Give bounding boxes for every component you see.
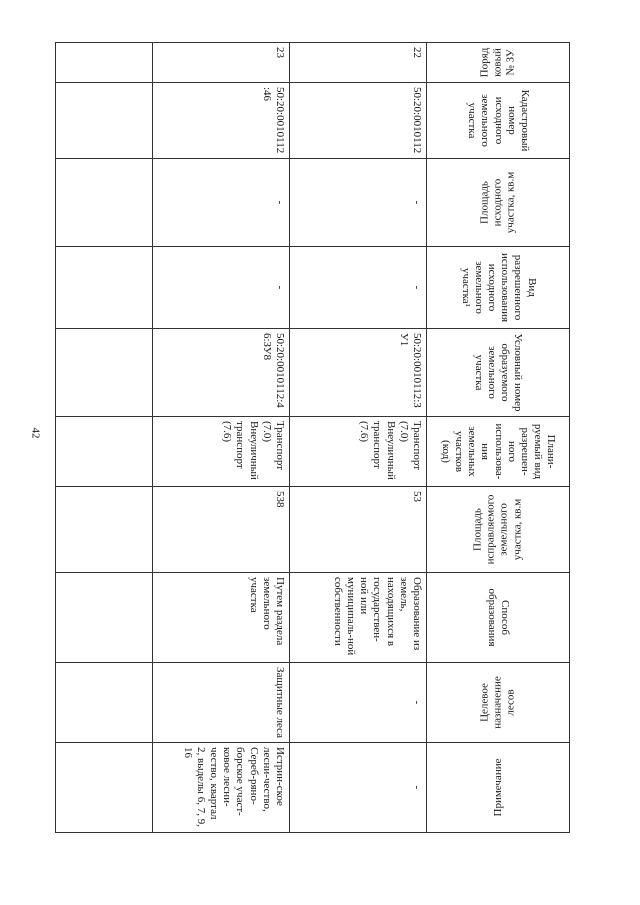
cell-purpose: - — [290, 663, 427, 743]
header-conditional-number: Условный номер образуемого земельного участка — [427, 329, 570, 417]
cell-purpose: Защитные леса — [153, 663, 290, 743]
land-plot-table — [55, 42, 570, 833]
cell-use-source: - — [290, 247, 427, 329]
header-method: Способ образования — [427, 573, 570, 663]
table-filler-row — [56, 43, 153, 833]
header-planned-use: Плани-руемый вид разрешен-ного использова-ния земельных участков (код) — [427, 417, 570, 487]
cell-use-source: - — [153, 247, 290, 329]
filler-cell — [56, 247, 153, 329]
page-number: 42 — [29, 427, 42, 439]
cell-area-fixed: 53 — [290, 487, 427, 573]
header-purpose: Целевое назначение лесов — [427, 663, 570, 743]
filler-cell — [56, 487, 153, 573]
table-row — [290, 43, 427, 833]
cell-method: Образование из земель, находящихся в государствен-ной или муниципаль-ной собственности — [290, 573, 427, 663]
cell-num: 23 — [153, 43, 290, 83]
filler-cell — [56, 417, 153, 487]
cell-cadastral: 50:20:0010112:46 — [153, 83, 290, 159]
cell-note: - — [290, 743, 427, 833]
filler-cell — [56, 663, 153, 743]
header-num: Порядковый № ЗУ — [427, 43, 570, 83]
filler-cell — [56, 83, 153, 159]
cell-area-source: - — [153, 159, 290, 247]
table-rotator — [55, 42, 570, 832]
filler-cell — [56, 743, 153, 833]
filler-cell — [56, 43, 153, 83]
header-area-source: Площадь исходного участка, кв.м — [427, 159, 570, 247]
filler-cell — [56, 159, 153, 247]
cell-method: Путем раздела земельного участка — [153, 573, 290, 663]
cell-planned-use: Транспорт (7.0) Внеуличный транспорт (7.6) — [153, 417, 290, 487]
cell-cadastral: 50:20:0010112 — [290, 83, 427, 159]
cell-conditional-number: 50:20:0010112:46:ЗУ8 — [153, 329, 290, 417]
header-area-fixed: Площадь исправляемого земельного участка, кв.м — [427, 487, 570, 573]
cell-area-source: - — [290, 159, 427, 247]
table-row — [153, 43, 290, 833]
cell-area-fixed: 538 — [153, 487, 290, 573]
cell-planned-use: Транспорт (7.0) Внеуличный транспорт (7.6) — [290, 417, 427, 487]
filler-cell — [56, 573, 153, 663]
table-wrap — [55, 42, 570, 832]
cell-note: Истрин-ское лесни-чество, Сереб-ряно-борское участ-ковое лесни-чество, квартал 2, выделы 6, 7, 9, 16 — [153, 743, 290, 833]
cell-conditional-number: 50:20:0010112:ЗУ1 — [290, 329, 427, 417]
header-cadastral: Кадастровый номер исходного земельного участка — [427, 83, 570, 159]
filler-cell — [56, 329, 153, 417]
header-use-source: Вид разрешенного использования исходного земельного участка¹ — [427, 247, 570, 329]
header-row — [427, 43, 570, 833]
header-note: Примечание — [427, 743, 570, 833]
cell-num: 22 — [290, 43, 427, 83]
